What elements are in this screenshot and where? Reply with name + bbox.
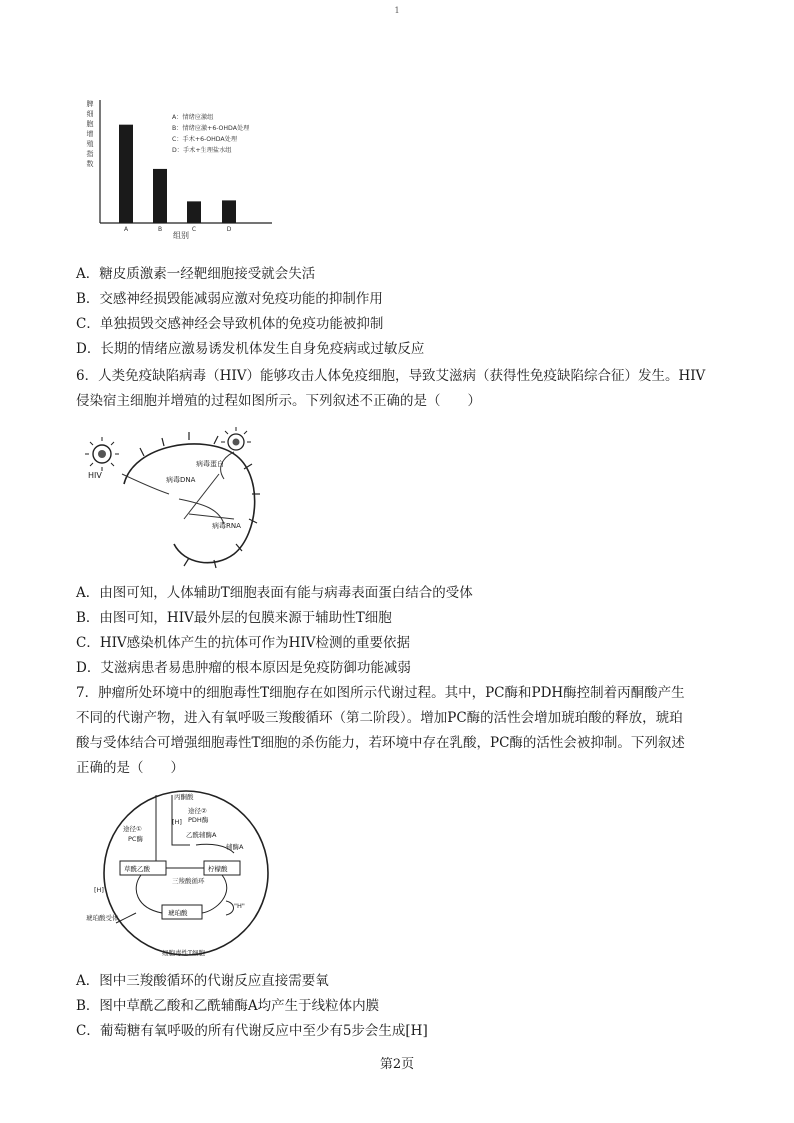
bar-b xyxy=(153,169,167,223)
budding-virion-icon xyxy=(221,427,251,450)
x-tick-label: A xyxy=(123,226,129,233)
q6-hiv-figure xyxy=(84,424,274,569)
path1-label: 途径① xyxy=(123,825,142,833)
hiv-label: HIV xyxy=(88,471,102,480)
ylabel-char: 指 xyxy=(86,150,94,158)
q6-option-d: D．艾滋病患者易患肿瘤的根本原因是免疫防御功能减弱 xyxy=(76,660,411,676)
q5-option-a: A．糖皮质激素一经靶细胞接受就会失活 xyxy=(76,266,316,282)
pc-label: PC酶 xyxy=(128,835,143,843)
succinate-receptor-label: 琥珀酸受体 xyxy=(86,914,119,922)
q7-stem-line2: 不同的代谢产物，进入有氧呼吸三羧酸循环（第二阶段）。增加PC酶的活性会增加琥珀酸的释放，琥珀 xyxy=(76,710,683,726)
q7-stem-line4: 正确的是（ ） xyxy=(76,760,184,776)
legend-entry: C：手术+6-OHDA处理 xyxy=(172,136,238,143)
ylabel-char: 增 xyxy=(86,130,94,138)
legend-entry: B：情绪应激+6-OHDA处理 xyxy=(172,125,250,132)
viral-dna-label: 病毒DNA xyxy=(166,476,196,484)
page-footer: 第2页 xyxy=(379,1057,415,1072)
acetyl-coa-label: 乙酰辅酶A xyxy=(186,831,217,839)
q7-stem-line3: 酸与受体结合可增强细胞毒性T细胞的杀伤能力，若环境中存在乳酸，PC酶的活性会被抑制。下列叙述 xyxy=(76,735,685,751)
x-tick-label: B xyxy=(157,226,163,233)
pdh-label: PDH酶 xyxy=(188,816,209,824)
figure-caption: 细胞毒性T细胞 xyxy=(162,949,205,957)
ylabel-char: 殖 xyxy=(86,140,94,148)
q5-bar-chart xyxy=(84,92,280,242)
chart-xlabel: 组别 xyxy=(173,231,189,240)
q7-metabolism-figure xyxy=(86,783,276,963)
q6-stem-line2: 侵染宿主细胞并增殖的过程如图所示。下列叙述不正确的是（ ） xyxy=(76,393,481,409)
q6-option-c: C．HIV感染机体产生的抗体可作为HIV检测的重要依据 xyxy=(76,635,411,651)
viral-protein-label: 病毒蛋白 xyxy=(196,460,224,468)
citrate-label: 柠檬酸 xyxy=(208,865,228,873)
q5-option-d: D．长期的情绪应激易诱发机体发生自身免疫病或过敏反应 xyxy=(76,341,425,357)
h-label-left: [H] xyxy=(94,886,104,894)
q6-stem-line1: 6．人类免疫缺陷病毒（HIV）能够攻击人体免疫细胞，导致艾滋病（获得性免疫缺陷综合征）发生。HIV xyxy=(76,368,706,384)
ylabel-char: 数 xyxy=(86,160,94,168)
page-top-number: 1 xyxy=(394,6,400,15)
legend-entry: D：手术+生理盐水组 xyxy=(172,147,232,154)
chart-ylabel xyxy=(87,99,94,168)
hiv-virion-icon xyxy=(85,437,119,471)
coa-label: 辅酶A xyxy=(226,843,244,851)
x-tick-label: C xyxy=(191,226,197,233)
viral-rna-label: 病毒RNA xyxy=(212,522,241,530)
quote-h-label: "H" xyxy=(234,902,245,910)
h-label-top: [H] xyxy=(172,818,182,826)
ylabel-char: 细 xyxy=(86,110,94,118)
q7-stem-line1: 7．肿瘤所处环境中的细胞毒性T细胞存在如图所示代谢过程。其中，PC酶和PDH酶控制着丙酮酸产生 xyxy=(76,685,685,701)
legend-entry: A：情绪应激组 xyxy=(172,114,214,121)
q6-option-a: A．由图可知，人体辅助T细胞表面有能与病毒表面蛋白结合的受体 xyxy=(76,585,473,601)
bar-d xyxy=(222,200,236,223)
pyruvate-label: 丙酮酸 xyxy=(174,793,194,801)
q7-option-a: A．图中三羧酸循环的代谢反应直接需要氧 xyxy=(76,973,329,989)
ylabel-char: 胞 xyxy=(86,120,94,128)
q5-option-b: B．交感神经损毁能减弱应激对免疫功能的抑制作用 xyxy=(76,291,383,307)
oxaloacetate-label: 草酰乙酸 xyxy=(124,865,150,873)
bar-a xyxy=(119,125,133,223)
path2-label: 途径② xyxy=(188,807,207,815)
bar-c xyxy=(187,201,201,223)
succinate-label: 琥珀酸 xyxy=(168,909,188,917)
x-tick-label: D xyxy=(226,226,232,233)
q7-option-b: B．图中草酰乙酸和乙酰辅酶A均产生于线粒体内膜 xyxy=(76,998,380,1014)
q6-option-b: B．由图可知，HIV最外层的包膜来源于辅助性T细胞 xyxy=(76,610,392,626)
q5-option-c: C．单独损毁交感神经会导致机体的免疫功能被抑制 xyxy=(76,316,384,332)
tca-label: 三羧酸循环 xyxy=(172,877,205,885)
ylabel-char: 脾 xyxy=(86,100,94,108)
cell-outline xyxy=(104,791,268,955)
cell-membrane xyxy=(124,444,255,563)
q7-option-c: C．葡萄糖有氧呼吸的所有代谢反应中至少有5步会生成[H] xyxy=(76,1023,428,1039)
